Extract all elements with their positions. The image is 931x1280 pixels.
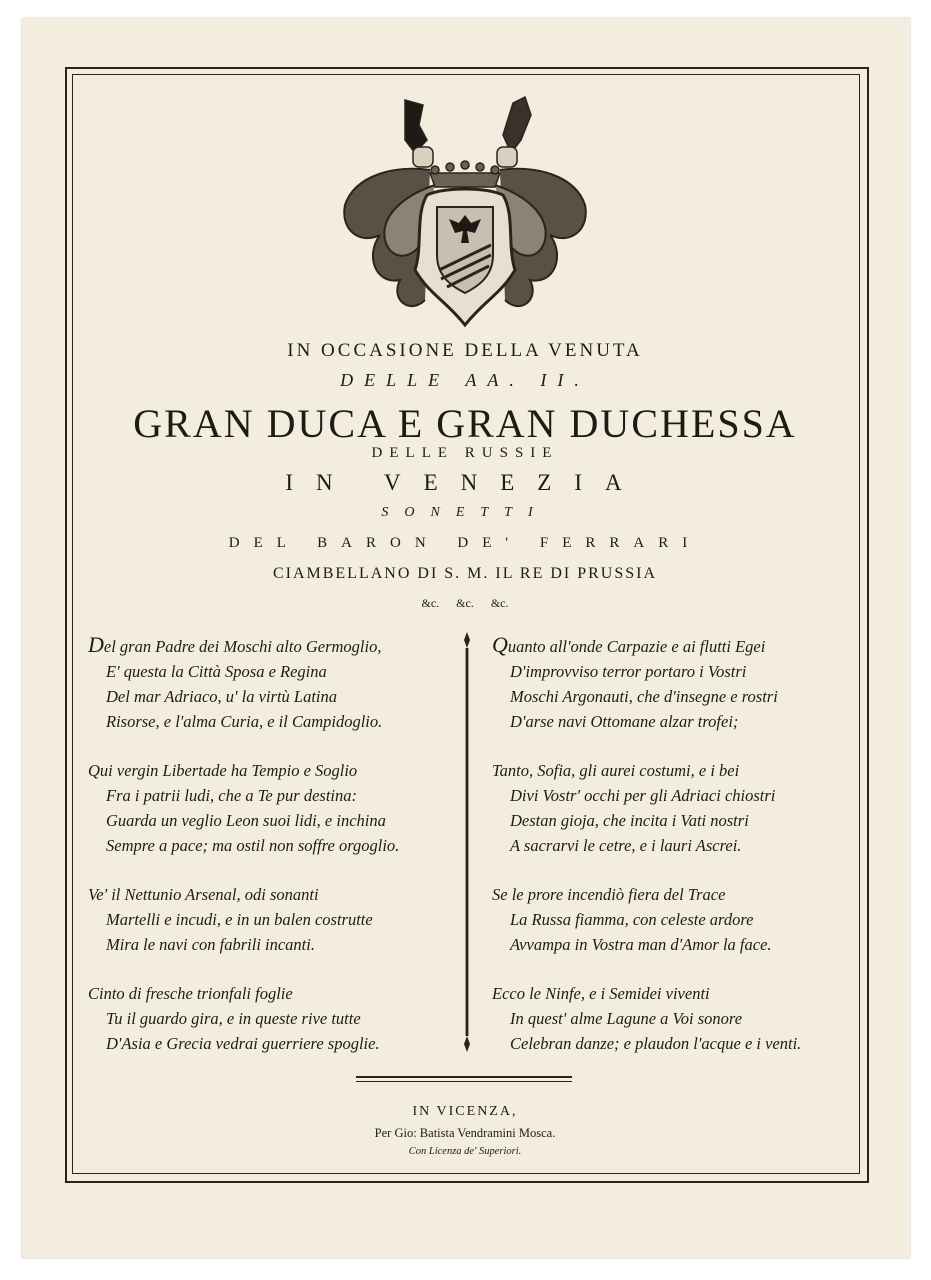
author-title-line: CIAMBELLANO DI S. M. IL RE DI PRUSSIA bbox=[272, 565, 658, 582]
verse-line: Tu il guardo gira, e in queste rive tutte bbox=[106, 1009, 361, 1028]
verse-line: Ve' il Nettunio Arsenal, odi sonanti bbox=[88, 885, 319, 904]
verse-line: Qui vergin Libertade ha Tempio e Soglio bbox=[88, 761, 358, 780]
stanza bbox=[492, 981, 852, 1056]
stanza bbox=[88, 981, 448, 1056]
verse-line: Se le prore incendiò fiera del Trace bbox=[492, 885, 726, 904]
title-line-venezia: IN VENEZIA bbox=[285, 470, 645, 495]
verse-line: E' questa la Città Sposa e Regina bbox=[106, 662, 327, 681]
imprint-license: Con Licenza de' Superiori. bbox=[408, 1146, 522, 1157]
verse-line: D'Asia e Grecia vedrai guerriere spoglie. bbox=[106, 1034, 380, 1053]
footer-rule-thin bbox=[356, 1081, 572, 1082]
verse-line: Guarda un veglio Leon suoi lidi, e inchina bbox=[106, 811, 386, 830]
verse-line: Martelli e incudi, e in un balen costrutte bbox=[106, 910, 373, 929]
stanza bbox=[492, 632, 852, 734]
verse-line: D'arse navi Ottomane alzar trofei; bbox=[510, 712, 739, 731]
page-title: GRAN DUCA E GRAN DUCHESSA bbox=[133, 401, 797, 446]
verse-line: Moschi Argonauti, che d'insegne e rostri bbox=[510, 687, 778, 706]
verse-line: Destan gioja, che incita i Vati nostri bbox=[510, 811, 749, 830]
verse-line: Tanto, Sofia, gli aurei costumi, e i bei bbox=[492, 761, 740, 780]
verse-line: Mira le navi con fabrili incanti. bbox=[106, 935, 315, 954]
coat-of-arms-icon bbox=[335, 95, 595, 330]
verse-line: A sacrarvi le cetre, e i lauri Ascrei. bbox=[510, 836, 742, 855]
title-line-occasion: IN OCCASIONE DELLA VENUTA bbox=[287, 340, 643, 361]
verse-line: Cinto di fresche trionfali foglie bbox=[88, 984, 293, 1003]
stanza bbox=[492, 758, 852, 858]
drop-initial: D bbox=[88, 632, 104, 657]
stanza bbox=[88, 632, 448, 734]
sonnet-right bbox=[492, 632, 852, 1080]
verse-line: Fra i patrii ludi, che a Te pur destina: bbox=[106, 786, 358, 805]
stanza bbox=[492, 882, 852, 957]
author-line: DEL BARON DE' FERRARI bbox=[228, 535, 702, 551]
verse-line: La Russa fiamma, con celeste ardore bbox=[510, 910, 754, 929]
footer-rule bbox=[356, 1076, 572, 1078]
verse-line: Quanto all'onde Carpazie e ai flutti Egei bbox=[492, 632, 766, 657]
verse-line: Del gran Padre dei Moschi alto Germoglio, bbox=[88, 632, 382, 657]
verse-line: Avvampa in Vostra man d'Amor la face. bbox=[510, 935, 772, 954]
verse-line: Risorse, e l'alma Curia, e il Campidoglio. bbox=[106, 712, 383, 731]
imprint-city: IN VICENZA, bbox=[412, 1104, 518, 1119]
verse-line: Sempre a pace; ma ostil non soffre orgoglio. bbox=[106, 836, 400, 855]
stanza bbox=[88, 882, 448, 957]
sonnet-left bbox=[88, 632, 448, 1080]
title-line-russie: DELLE RUSSIE bbox=[371, 445, 559, 461]
verse-line: Celebran danze; e plaudon l'acque e i venti. bbox=[510, 1034, 802, 1053]
imprint-printer: Per Gio: Batista Vendramini Mosca. bbox=[374, 1126, 556, 1140]
title-line-sonetti: SONETTI bbox=[381, 505, 549, 520]
etcetera-line: &c. &c. &c. bbox=[421, 596, 509, 610]
verse-line: Del mar Adriaco, u' la virtù Latina bbox=[106, 687, 338, 706]
verse-line: D'improvviso terror portaro i Vostri bbox=[510, 662, 747, 681]
verse-line: Divi Vostr' occhi per gli Adriaci chiostri bbox=[510, 786, 776, 805]
stanza bbox=[88, 758, 448, 858]
verse-line: In quest' alme Lagune a Voi sonore bbox=[510, 1009, 743, 1028]
verse-line: Ecco le Ninfe, e i Semidei viventi bbox=[492, 984, 710, 1003]
column-divider bbox=[463, 632, 471, 1052]
title-line-delle: DELLE AA. II. bbox=[340, 370, 590, 390]
drop-initial: Q bbox=[492, 632, 508, 657]
